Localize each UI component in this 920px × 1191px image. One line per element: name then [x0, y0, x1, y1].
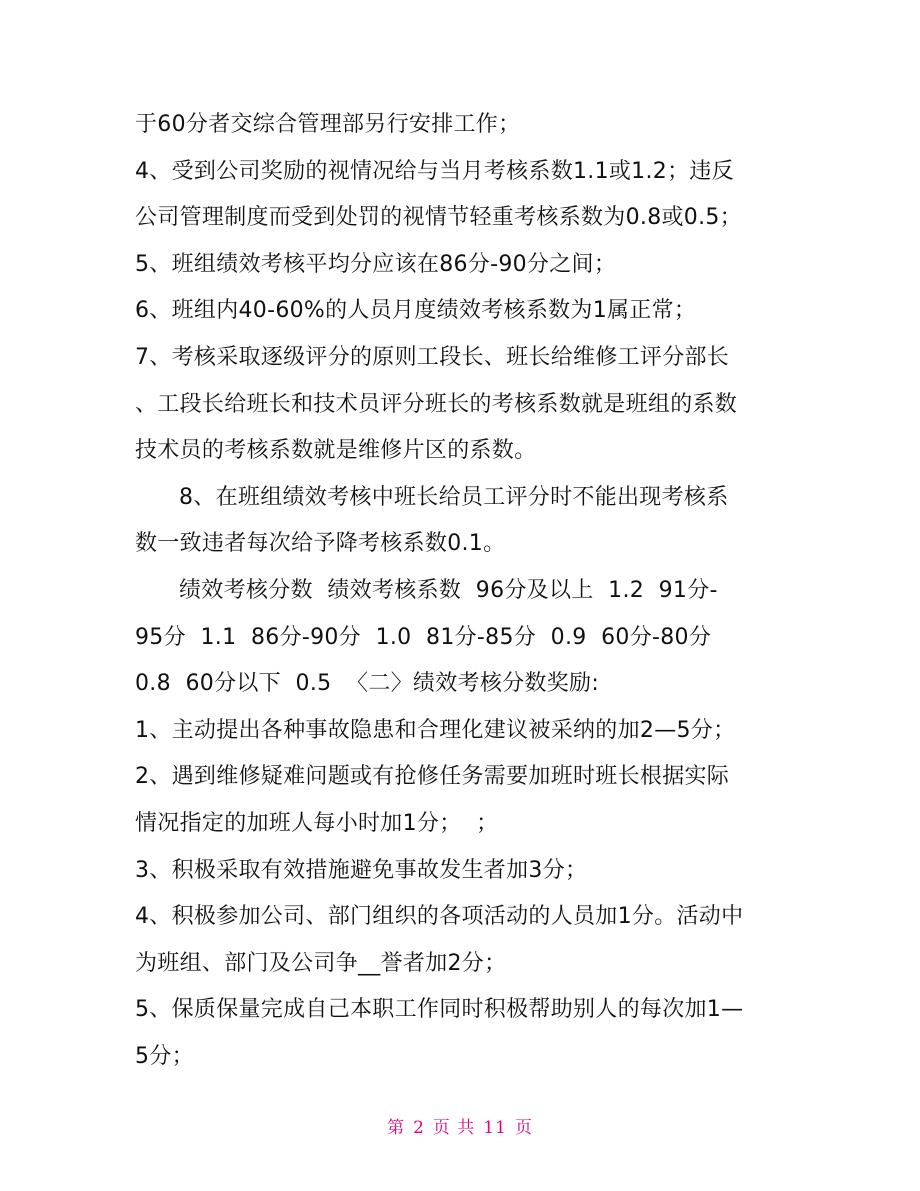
text-line-21: 5分； [135, 1043, 194, 1069]
text-line-10: 数一致违者每次给予降考核系数0.1。 [135, 531, 506, 557]
footer-middle: 页 共 [432, 1118, 476, 1138]
text-line-1: 于60分者交综合管理部另行安排工作； [135, 112, 521, 137]
text-line-20: 5、保质保量完成自己本职工作同时积极帮助别人的每次加1— [135, 997, 744, 1023]
text-line-8: 技术员的考核系数就是维修片区的系数。 [135, 438, 537, 464]
text-line-14: 1、主动提出各种事故隐患和合理化建议被采纳的加2—5分； [135, 717, 736, 743]
text-line-15: 2、遇到维修疑难问题或有抢修任务需要加班时班长根据实际 [135, 764, 730, 790]
text-line-12: 95分 1.1 86分-90分 1.0 81分-85分 0.9 60分-80分 [135, 624, 712, 650]
text-line-5: 6、班组内40-60%的人员月度绩效考核系数为1属正常； [135, 298, 697, 324]
text-line-19: 为班组、部门及公司争__誉者加2分； [135, 950, 507, 976]
page-footer [0, 1113, 920, 1138]
text-line-16: 情况指定的加班人每小时加1分； ； [135, 810, 499, 836]
footer-page-number: 2 [413, 1118, 425, 1138]
text-line-9: 8、在班组绩效考核中班长给员工评分时不能出现考核系 [179, 484, 729, 510]
text-line-17: 3、积极采取有效措施避免事故发生者加3分； [135, 857, 588, 883]
footer-total-pages: 11 [483, 1118, 507, 1138]
footer-suffix: 页 [514, 1118, 533, 1138]
document-body [135, 102, 790, 1080]
text-line-11: 绩效考核分数 绩效考核系数 96分及以上 1.2 91分- [179, 577, 718, 603]
text-line-13: 0.8 60分以下 0.5 〈二〉绩效考核分数奖励: [135, 671, 600, 697]
text-line-3: 公司管理制度而受到处罚的视情节轻重考核系数为0.8或0.5； [135, 205, 742, 231]
text-line-6: 7、考核采取逐级评分的原则工段长、班长给维修工评分部长 [135, 344, 730, 370]
footer-prefix: 第 [387, 1118, 406, 1138]
text-line-7: 、工段长给班长和技术员评分班长的考核系数就是班组的系数 [135, 391, 738, 417]
text-line-18: 4、积极参加公司、部门组织的各项活动的人员加1分。活动中 [135, 904, 744, 930]
text-line-4: 5、班组绩效考核平均分应该在86分-90分之间； [135, 251, 617, 277]
text-line-2: 4、受到公司奖励的视情况给与当月考核系数1.1或1.2；违反 [135, 158, 734, 184]
